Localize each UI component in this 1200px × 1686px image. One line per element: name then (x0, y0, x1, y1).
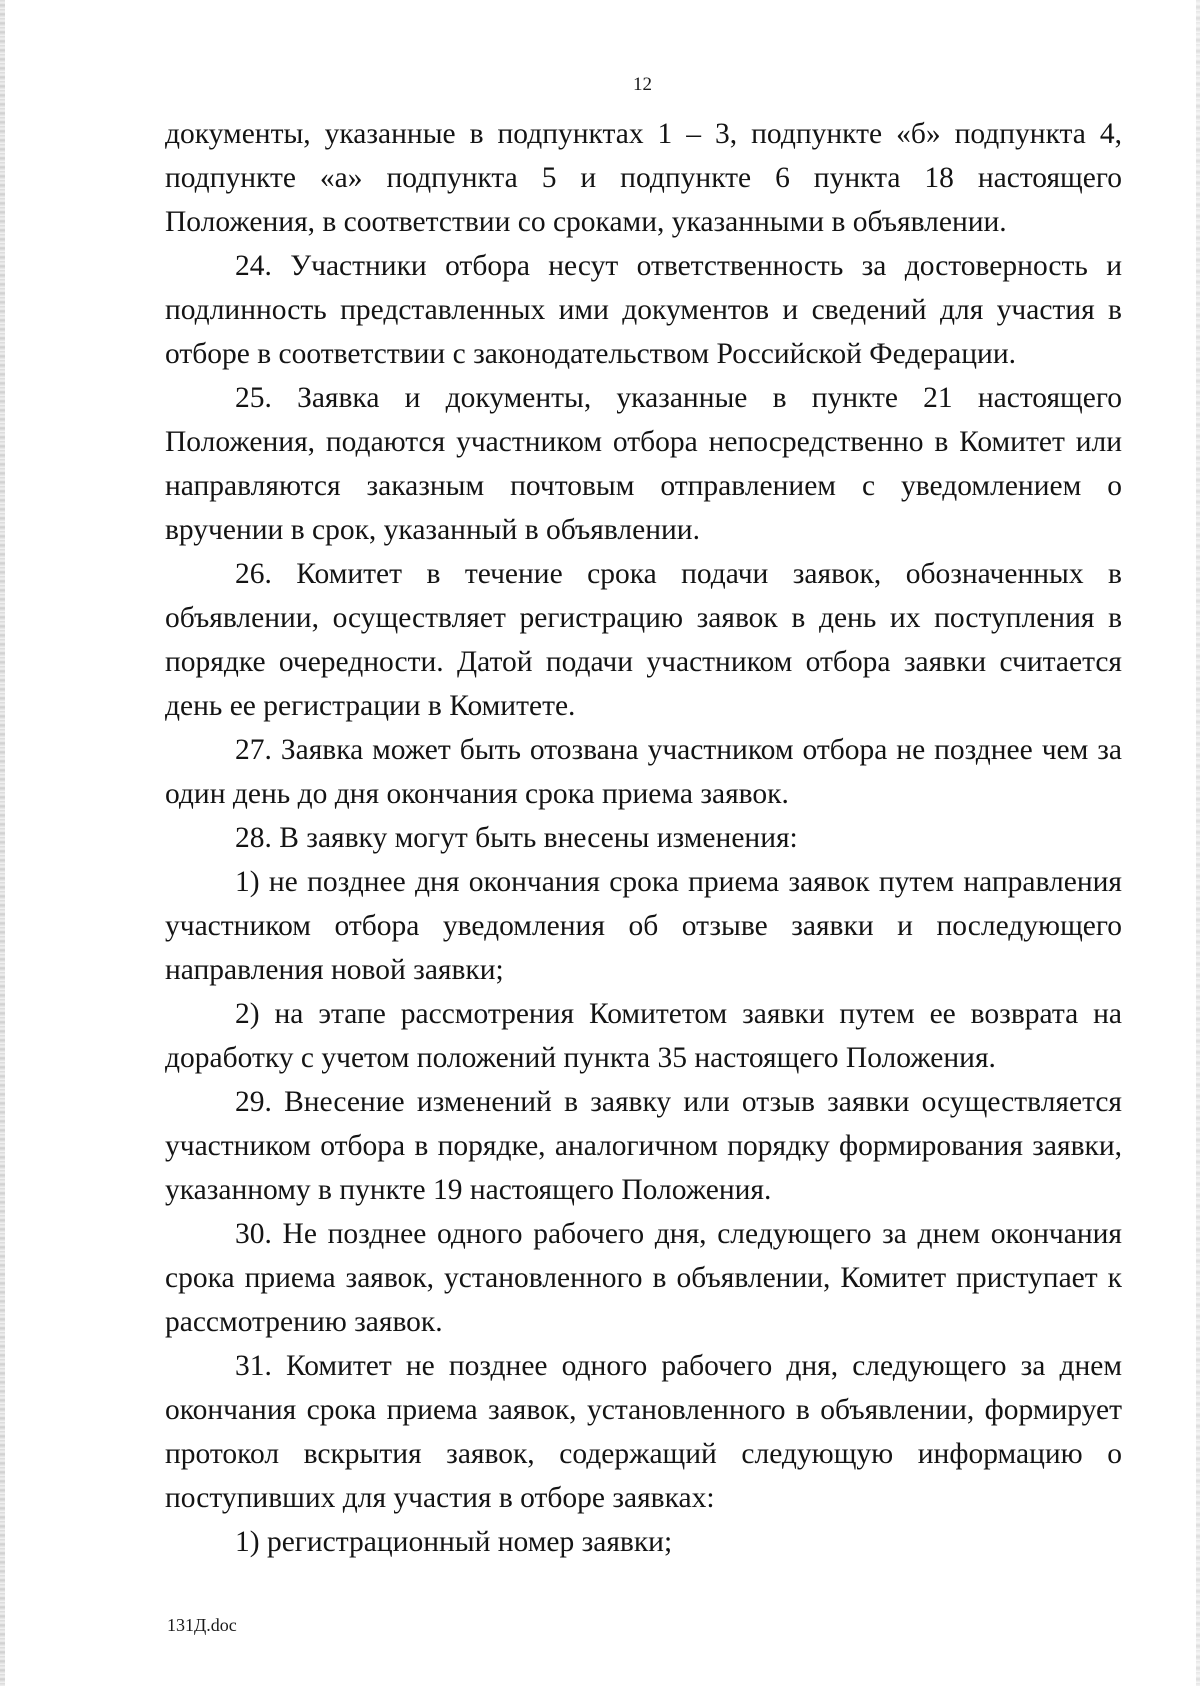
paragraph-31-item-1: 1) регистрационный номер заявки; (235, 1526, 673, 1558)
paragraph-28-item-2: 2) на этапе рассмотрения Комитетом заявки путем ее возврата на доработку с учетом положений пункта 35 настоящего Положения. (165, 998, 1122, 1074)
paragraph-28-item-1: 1) не позднее дня окончания срока приема заявок путем направления участником отбора уведомления об отзыве заявки и последующего направления новой заявки; (165, 866, 1122, 986)
document-filename: 131Д.doc (167, 1615, 237, 1635)
paragraph-29: 29. Внесение изменений в заявку или отзыв заявки осуществляется участником отбора в порядке, аналогичном порядку формирования заявки, указанному в пункте 19 настоящего Положения. (165, 1086, 1122, 1206)
scan-edge-right (1196, 0, 1200, 1686)
document-body (165, 112, 1122, 1564)
paragraph-28: 28. В заявку могут быть внесены изменения: (235, 822, 798, 854)
paragraph-30: 30. Не позднее одного рабочего дня, следующего за днем окончания срока приема заявок, установленного в объявлении, Комитет приступает к рассмотрению заявок. (165, 1218, 1122, 1338)
paragraph-24: 24. Участники отбора несут ответственность за достоверность и подлинность представленных ими документов и сведений для участия в отборе в соответствии с законодательством Российской Федерации. (165, 250, 1122, 370)
paragraph-26: 26. Комитет в течение срока подачи заявок, обозначенных в объявлении, осуществляет регистрацию заявок в день их поступления в порядке очередности. Датой подачи участником отбора заявки считается день ее регистрации в Комитете. (165, 558, 1122, 722)
scan-edge-left (0, 0, 5, 1686)
paragraph-27: 27. Заявка может быть отозвана участником отбора не позднее чем за один день до дня окончания срока приема заявок. (165, 734, 1122, 810)
paragraph-25: 25. Заявка и документы, указанные в пункте 21 настоящего Положения, подаются участником отбора непосредственно в Комитет или направляются заказным почтовым отправлением с уведомлением о вручении в срок, указанный в объявлении. (165, 382, 1122, 546)
paragraph-continuation: документы, указанные в подпунктах 1 – 3, подпункте «б» подпункта 4, подпункте «а» подпункта 5 и подпункте 6 пункта 18 настоящего Положения, в соответствии со сроками, указанными в объявлении. (165, 118, 1122, 238)
page-number: 12 (633, 74, 652, 95)
paragraph-31: 31. Комитет не позднее одного рабочего дня, следующего за днем окончания срока приема заявок, установленного в объявлении, формирует протокол вскрытия заявок, содержащий следующую информацию о поступивших для участия в отборе заявках: (165, 1350, 1122, 1514)
